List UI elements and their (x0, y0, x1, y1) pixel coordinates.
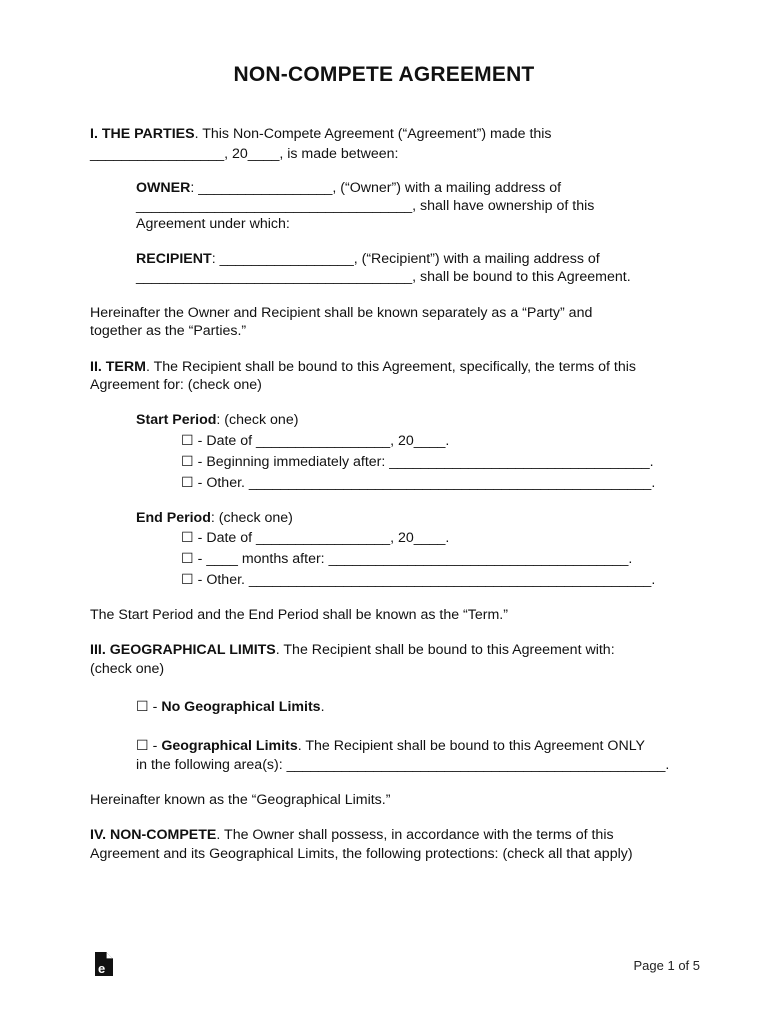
noncompete-line-1 (90, 826, 614, 844)
text-segment: ☐ - (136, 699, 162, 715)
text-segment: in the following area(s): ________________________________________________. (136, 757, 670, 773)
text-segment: _________________, 20____, is made between: (90, 146, 399, 162)
text-segment: . The Owner shall possess, in accordance with the terms of this (216, 827, 614, 843)
text-segment: (check one) (90, 661, 165, 677)
term-line-2 (90, 376, 262, 394)
hereinafter-line-2 (90, 322, 246, 340)
text-segment: ___________________________________, shall be bound to this Agreement. (136, 269, 631, 285)
text-segment: . (320, 699, 325, 715)
parties-line-2 (90, 145, 398, 163)
parties-line-1 (90, 125, 552, 143)
text-segment: : _________________, (“Owner”) with a mailing address of (190, 180, 562, 196)
term-line-1 (90, 358, 636, 376)
text-segment: RECIPIENT (136, 251, 212, 267)
text-segment: . This Non-Compete Agreement (“Agreement”) made this (194, 126, 552, 142)
text-segment: III. GEOGRAPHICAL LIMITS (90, 642, 276, 658)
text-segment: ☐ - Beginning immediately after: _________________________________. (181, 454, 654, 470)
text-segment: ☐ - Date of _________________, 20____. (181, 530, 450, 546)
start-option-immediately[interactable] (181, 453, 654, 471)
geo-known-line (90, 791, 390, 809)
text-segment: . The Recipient shall be bound to this Agreement with: (275, 642, 615, 658)
text-segment: I. THE PARTIES (90, 126, 195, 142)
owner-line-1 (136, 179, 561, 197)
text-segment: Hereinafter known as the “Geographical Limits.” (90, 792, 391, 808)
text-segment: No Geographical Limits (161, 699, 321, 715)
geo-option-limits[interactable] (136, 737, 645, 755)
owner-line-3 (136, 215, 290, 233)
text-segment: together as the “Parties.” (90, 323, 247, 339)
start-option-date[interactable] (181, 432, 449, 450)
end-option-date[interactable] (181, 529, 449, 547)
eforms-logo-icon (93, 951, 115, 977)
text-segment: ☐ - Other. ___________________________________________________. (181, 475, 656, 491)
recipient-line-1 (136, 250, 600, 268)
text-segment: ☐ - Other. ___________________________________________________. (181, 572, 656, 588)
text-segment: Start Period (136, 412, 217, 428)
text-segment: II. TERM (90, 359, 146, 375)
text-segment: IV. NON-COMPETE (90, 827, 217, 843)
text-segment: The Start Period and the End Period shall be known as the “Term.” (90, 607, 508, 623)
start-option-other[interactable] (181, 474, 655, 492)
text-segment: : (check one) (210, 510, 293, 526)
text-segment: ☐ - Date of _________________, 20____. (181, 433, 450, 449)
text-segment: Agreement and its Geographical Limits, the following protections: (check all that apply) (90, 846, 633, 862)
page-title: NON-COMPETE AGREEMENT (233, 63, 535, 86)
noncompete-line-2 (90, 845, 633, 863)
geo-line-2 (90, 660, 164, 678)
text-segment: : _________________, (“Recipient”) with a mailing address of (211, 251, 600, 267)
text-segment: Hereinafter the Owner and Recipient shall be known separately as a “Party” and (90, 305, 593, 321)
text-segment: Geographical Limits (161, 738, 298, 754)
text-segment: OWNER (136, 180, 191, 196)
recipient-line-2 (136, 268, 631, 286)
text-segment: : (check one) (216, 412, 299, 428)
geo-option-no-limits[interactable] (136, 698, 325, 716)
text-segment: . The Recipient shall be bound to this Agreement, specifically, the terms of this (145, 359, 636, 375)
text-segment: ___________________________________, shall have ownership of this (136, 198, 595, 214)
svg-text:e: e (98, 961, 106, 976)
text-segment: Agreement under which: (136, 216, 290, 232)
geo-line-1 (90, 641, 615, 659)
start-period-heading (136, 411, 298, 429)
page-number: Page 1 of 5 (633, 958, 700, 973)
text-segment: . The Recipient shall be bound to this Agreement ONLY (297, 738, 645, 754)
text-segment: End Period (136, 510, 211, 526)
end-period-heading (136, 509, 293, 527)
hereinafter-line-1 (90, 304, 592, 322)
end-option-other[interactable] (181, 571, 655, 589)
geo-option-limits-area (136, 756, 669, 774)
text-segment: Agreement for: (check one) (90, 377, 262, 393)
owner-line-2 (136, 197, 594, 215)
term-known-line (90, 606, 508, 624)
text-segment: ☐ - (136, 738, 162, 754)
text-segment: ☐ - ____ months after: ______________________________________. (181, 551, 633, 567)
end-option-months-after[interactable] (181, 550, 632, 568)
